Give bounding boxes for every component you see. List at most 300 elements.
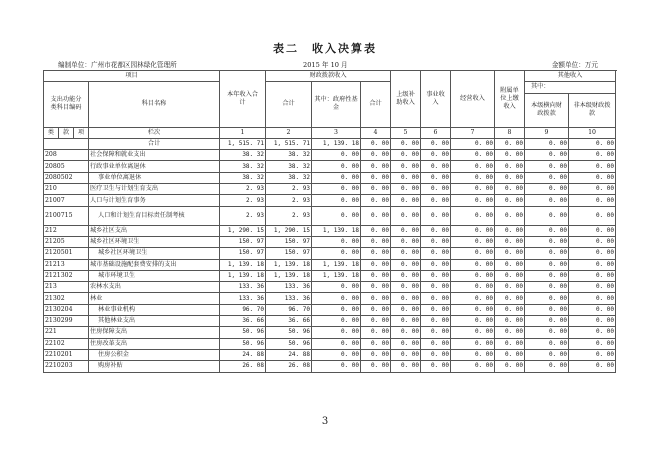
amount-cell: 0. 00 xyxy=(361,195,391,206)
header-annual-total: 本年收入合计 xyxy=(220,71,266,128)
amount-cell: 0. 00 xyxy=(495,225,525,236)
amount-cell: 0. 00 xyxy=(361,361,391,372)
amount-cell: 0. 00 xyxy=(391,248,421,259)
subject-name: 事业单位离退休 xyxy=(89,172,220,183)
subject-name: 住房公积金 xyxy=(89,349,220,360)
amount-cell: 38. 32 xyxy=(220,161,266,172)
amount-cell: 0. 00 xyxy=(569,184,616,195)
total-value: 1, 515. 71 xyxy=(220,138,266,149)
amount-cell: 0. 00 xyxy=(312,338,361,349)
amount-cell: 0. 00 xyxy=(421,282,451,293)
amount-cell: 0. 00 xyxy=(361,327,391,338)
amount-cell: 0. 00 xyxy=(569,270,616,281)
amount-cell: 0. 00 xyxy=(391,195,421,206)
function-code: 21213 xyxy=(44,259,89,270)
subject-name: 城市环境卫生 xyxy=(89,270,220,281)
amount-cell: 0. 00 xyxy=(421,225,451,236)
amount-cell: 0. 00 xyxy=(451,236,495,247)
amount-cell: 0. 00 xyxy=(525,184,569,195)
amount-cell: 0. 00 xyxy=(525,316,569,327)
function-code: 2130299 xyxy=(44,316,89,327)
total-label: 合计 xyxy=(89,138,220,149)
function-code: 22102 xyxy=(44,338,89,349)
amount-cell: 1, 139. 18 xyxy=(266,270,312,281)
amount-cell: 0. 00 xyxy=(361,338,391,349)
amount-cell: 0. 00 xyxy=(391,270,421,281)
function-code: 2210203 xyxy=(44,361,89,372)
amount-cell: 0. 00 xyxy=(451,206,495,225)
amount-cell: 0. 00 xyxy=(495,248,525,259)
amount-cell: 0. 00 xyxy=(569,206,616,225)
amount-cell: 1, 290. 15 xyxy=(220,225,266,236)
amount-cell: 0. 00 xyxy=(391,161,421,172)
amount-cell: 0. 00 xyxy=(361,184,391,195)
col-number: 4 xyxy=(361,127,391,138)
col-number: 6 xyxy=(421,127,451,138)
header-other-total: 合计 xyxy=(361,82,391,127)
amount-cell: 0. 00 xyxy=(569,361,616,372)
amount-cell: 38. 32 xyxy=(220,172,266,183)
amount-cell: 0. 00 xyxy=(421,327,451,338)
amount-cell: 0. 00 xyxy=(421,236,451,247)
amount-cell: 0. 00 xyxy=(495,304,525,315)
amount-cell: 150. 97 xyxy=(266,248,312,259)
subject-name: 城乡社区支出 xyxy=(89,225,220,236)
header-xiang: 项 xyxy=(74,127,89,138)
amount-cell: 0. 00 xyxy=(312,161,361,172)
amount-cell: 0. 00 xyxy=(312,327,361,338)
table-row xyxy=(44,161,616,172)
header-class: 类 xyxy=(44,127,59,138)
col-number: 10 xyxy=(569,127,616,138)
table-row xyxy=(44,316,616,327)
amount-cell: 38. 32 xyxy=(266,172,312,183)
amount-cell: 150. 97 xyxy=(220,236,266,247)
amount-cell: 2. 93 xyxy=(220,195,266,206)
amount-cell: 50. 96 xyxy=(266,338,312,349)
amount-cell: 0. 00 xyxy=(361,206,391,225)
function-code: 208 xyxy=(44,150,89,161)
amount-cell: 0. 00 xyxy=(495,361,525,372)
amount-cell: 0. 00 xyxy=(312,150,361,161)
amount-cell: 36. 66 xyxy=(266,316,312,327)
col-number: 9 xyxy=(525,127,569,138)
total-value: 0. 00 xyxy=(525,138,569,149)
amount-cell: 0. 00 xyxy=(361,349,391,360)
amount-cell: 0. 00 xyxy=(312,293,361,304)
amount-cell: 0. 00 xyxy=(569,338,616,349)
header-column-no: 栏次 xyxy=(89,127,220,138)
amount-cell: 0. 00 xyxy=(495,270,525,281)
amount-cell: 0. 00 xyxy=(451,349,495,360)
amount-cell: 0. 00 xyxy=(495,293,525,304)
amount-cell: 0. 00 xyxy=(451,225,495,236)
table-row xyxy=(44,236,616,247)
amount-cell: 0. 00 xyxy=(569,259,616,270)
amount-cell: 0. 00 xyxy=(312,361,361,372)
amount-cell: 0. 00 xyxy=(421,293,451,304)
amount-cell: 0. 00 xyxy=(361,248,391,259)
subject-name: 行政事业单位离退休 xyxy=(89,161,220,172)
amount-cell: 0. 00 xyxy=(525,248,569,259)
table-row xyxy=(44,349,616,360)
amount-cell: 0. 00 xyxy=(391,225,421,236)
header-attached: 附属单位上缴收入 xyxy=(495,71,525,128)
total-value: 0. 00 xyxy=(495,138,525,149)
header-row-1 xyxy=(44,71,616,82)
amount-cell: 0. 00 xyxy=(495,161,525,172)
amount-cell: 0. 00 xyxy=(421,349,451,360)
header-row-2 xyxy=(44,82,616,93)
col-number: 1 xyxy=(220,127,266,138)
header-among: 其中： xyxy=(525,82,616,93)
header-other: 其他收入 xyxy=(525,71,616,82)
amount-cell: 0. 00 xyxy=(391,338,421,349)
amount-cell: 0. 00 xyxy=(525,338,569,349)
amount-cell: 0. 00 xyxy=(312,172,361,183)
table-row xyxy=(44,248,616,259)
amount-cell: 36. 66 xyxy=(220,316,266,327)
header-gov-fund: 其中：政府性基金 xyxy=(312,82,361,127)
amount-cell: 0. 00 xyxy=(495,282,525,293)
amount-cell: 0. 00 xyxy=(361,236,391,247)
amount-cell: 0. 00 xyxy=(361,304,391,315)
amount-cell: 0. 00 xyxy=(312,206,361,225)
subject-name: 城乡社区环境卫生 xyxy=(89,236,220,247)
amount-cell: 0. 00 xyxy=(451,195,495,206)
amount-cell: 0. 00 xyxy=(421,361,451,372)
table-row xyxy=(44,206,616,225)
amount-cell: 133. 36 xyxy=(220,282,266,293)
function-code: 21205 xyxy=(44,236,89,247)
amount-cell: 0. 00 xyxy=(525,172,569,183)
amount-cell: 0. 00 xyxy=(525,259,569,270)
amount-cell: 0. 00 xyxy=(312,316,361,327)
amount-cell: 26. 08 xyxy=(266,361,312,372)
amount-cell: 0. 00 xyxy=(421,338,451,349)
amount-cell: 0. 00 xyxy=(451,282,495,293)
amount-cell: 0. 00 xyxy=(569,349,616,360)
amount-cell: 1, 139. 18 xyxy=(312,270,361,281)
amount-cell: 0. 00 xyxy=(569,316,616,327)
amount-cell: 0. 00 xyxy=(421,150,451,161)
amount-cell: 0. 00 xyxy=(525,236,569,247)
amount-cell: 0. 00 xyxy=(495,172,525,183)
subject-name: 社会保障和就业支出 xyxy=(89,150,220,161)
header-subject-name: 科目名称 xyxy=(89,82,220,127)
amount-cell: 133. 36 xyxy=(220,293,266,304)
amount-cell: 0. 00 xyxy=(525,361,569,372)
amount-cell: 0. 00 xyxy=(495,206,525,225)
subject-name: 城乡社区环境卫生 xyxy=(89,248,220,259)
header-non-same-level: 非本级财政拨款 xyxy=(569,93,616,127)
amount-cell: 0. 00 xyxy=(361,293,391,304)
subject-name: 林业 xyxy=(89,293,220,304)
amount-cell: 0. 00 xyxy=(421,184,451,195)
amount-cell: 0. 00 xyxy=(312,248,361,259)
header-kuan: 款 xyxy=(59,127,74,138)
amount-cell: 1, 139. 18 xyxy=(312,259,361,270)
amount-cell: 1, 139. 18 xyxy=(220,259,266,270)
amount-cell: 0. 00 xyxy=(569,161,616,172)
subject-name: 其他林业支出 xyxy=(89,316,220,327)
amount-cell: 0. 00 xyxy=(421,259,451,270)
amount-cell: 0. 00 xyxy=(451,259,495,270)
amount-cell: 0. 00 xyxy=(451,184,495,195)
amount-cell: 0. 00 xyxy=(495,184,525,195)
header-func-code: 支出功能分类科目编码 xyxy=(44,82,89,127)
amount-cell: 0. 00 xyxy=(312,195,361,206)
amount-cell: 0. 00 xyxy=(421,172,451,183)
amount-cell: 0. 00 xyxy=(525,304,569,315)
amount-cell: 96. 70 xyxy=(266,304,312,315)
amount-cell: 0. 00 xyxy=(525,282,569,293)
function-code: 2100715 xyxy=(44,206,89,225)
amount-cell: 0. 00 xyxy=(361,282,391,293)
amount-cell: 0. 00 xyxy=(421,304,451,315)
total-row xyxy=(44,138,616,149)
amount-cell: 0. 00 xyxy=(361,150,391,161)
amount-cell: 0. 00 xyxy=(421,195,451,206)
amount-cell: 0. 00 xyxy=(312,349,361,360)
amount-cell: 0. 00 xyxy=(569,293,616,304)
amount-cell: 38. 32 xyxy=(266,150,312,161)
table-subheader xyxy=(58,59,598,69)
amount-cell: 0. 00 xyxy=(391,349,421,360)
function-code: 212 xyxy=(44,225,89,236)
page-number: 3 xyxy=(321,416,329,427)
amount-cell: 0. 00 xyxy=(421,316,451,327)
amount-cell: 0. 00 xyxy=(391,361,421,372)
amount-cell: 0. 00 xyxy=(569,304,616,315)
function-code: 21302 xyxy=(44,293,89,304)
table-row xyxy=(44,338,616,349)
col-number: 7 xyxy=(451,127,495,138)
table-row xyxy=(44,172,616,183)
amount-cell: 0. 00 xyxy=(525,150,569,161)
table-row xyxy=(44,327,616,338)
amount-cell: 24. 88 xyxy=(220,349,266,360)
amount-cell: 0. 00 xyxy=(391,282,421,293)
amount-cell: 0. 00 xyxy=(525,349,569,360)
amount-cell: 0. 00 xyxy=(495,195,525,206)
subject-name: 住房保障支出 xyxy=(89,327,220,338)
amount-cell: 0. 00 xyxy=(569,236,616,247)
function-code: 210 xyxy=(44,184,89,195)
subject-name: 城市基础设施配套费安排的支出 xyxy=(89,259,220,270)
amount-cell: 0. 00 xyxy=(569,225,616,236)
table-row xyxy=(44,293,616,304)
table-row xyxy=(44,361,616,372)
subject-name: 人口和计划生育目标责任制考核 xyxy=(89,206,220,225)
amount-cell: 96. 70 xyxy=(220,304,266,315)
amount-cell: 0. 00 xyxy=(451,161,495,172)
amount-cell: 0. 00 xyxy=(421,270,451,281)
amount-cell: 0. 00 xyxy=(451,304,495,315)
total-value: 0. 00 xyxy=(569,138,616,149)
amount-cell: 2. 93 xyxy=(220,206,266,225)
header-operating: 经营收入 xyxy=(451,71,495,128)
amount-cell: 0. 00 xyxy=(451,338,495,349)
header-same-level: 本级横向财政拨款 xyxy=(525,93,569,127)
col-number: 8 xyxy=(495,127,525,138)
amount-cell: 2. 93 xyxy=(266,206,312,225)
amount-cell: 0. 00 xyxy=(451,172,495,183)
function-code: 2120501 xyxy=(44,248,89,259)
amount-cell: 0. 00 xyxy=(495,150,525,161)
amount-cell: 133. 36 xyxy=(266,293,312,304)
function-code: 213 xyxy=(44,282,89,293)
amount-cell: 0. 00 xyxy=(525,206,569,225)
amount-cell: 50. 96 xyxy=(220,338,266,349)
amount-cell: 0. 00 xyxy=(495,259,525,270)
function-code: 20805 xyxy=(44,161,89,172)
table-row xyxy=(44,282,616,293)
amount-cell: 0. 00 xyxy=(312,184,361,195)
amount-cell: 0. 00 xyxy=(525,270,569,281)
subject-name: 林业事业机构 xyxy=(89,304,220,315)
amount-cell: 0. 00 xyxy=(361,270,391,281)
amount-cell: 0. 00 xyxy=(495,236,525,247)
col-number: 3 xyxy=(312,127,361,138)
amount-cell: 0. 00 xyxy=(391,327,421,338)
amount-cell: 0. 00 xyxy=(421,161,451,172)
subject-name: 农林水支出 xyxy=(89,282,220,293)
total-value: 0. 00 xyxy=(451,138,495,149)
amount-cell: 0. 00 xyxy=(569,172,616,183)
header-project: 项目 xyxy=(44,71,220,82)
header-subsidy: 上级补助收入 xyxy=(391,71,421,128)
table-row xyxy=(44,150,616,161)
amount-cell: 0. 00 xyxy=(312,304,361,315)
amount-cell: 0. 00 xyxy=(495,338,525,349)
amount-cell: 0. 00 xyxy=(391,150,421,161)
subject-name: 住房改革支出 xyxy=(89,338,220,349)
report-date: 2015 年 10 月 xyxy=(303,61,348,69)
total-code-cell xyxy=(44,138,89,149)
amount-cell: 0. 00 xyxy=(391,236,421,247)
table-row xyxy=(44,225,616,236)
amount-cell: 1, 139. 18 xyxy=(220,270,266,281)
amount-cell: 0. 00 xyxy=(361,259,391,270)
header-fiscal-total: 合计 xyxy=(266,82,312,127)
amount-cell: 1, 290. 15 xyxy=(266,225,312,236)
header-business: 事业收入 xyxy=(421,71,451,128)
function-code: 221 xyxy=(44,327,89,338)
amount-cell: 0. 00 xyxy=(391,184,421,195)
amount-cell: 0. 00 xyxy=(495,349,525,360)
amount-cell: 38. 32 xyxy=(220,150,266,161)
amount-cell: 0. 00 xyxy=(451,270,495,281)
function-code: 2210201 xyxy=(44,349,89,360)
amount-cell: 0. 00 xyxy=(525,161,569,172)
total-value: 1, 515. 71 xyxy=(266,138,312,149)
table-row xyxy=(44,195,616,206)
table-title: 表二 收入决算表 xyxy=(273,42,377,55)
amount-cell: 0. 00 xyxy=(451,327,495,338)
amount-cell: 38. 32 xyxy=(266,161,312,172)
amount-cell: 2. 93 xyxy=(220,184,266,195)
subject-name: 购房补贴 xyxy=(89,361,220,372)
amount-cell: 0. 00 xyxy=(451,248,495,259)
amount-cell: 1, 139. 18 xyxy=(312,225,361,236)
table-row xyxy=(44,304,616,315)
amount-cell: 0. 00 xyxy=(391,259,421,270)
amount-cell: 0. 00 xyxy=(569,327,616,338)
header-fiscal: 财政拨款收入 xyxy=(266,71,391,82)
function-code: 2080502 xyxy=(44,172,89,183)
amount-cell: 0. 00 xyxy=(569,195,616,206)
amount-cell: 0. 00 xyxy=(391,293,421,304)
amount-cell: 0. 00 xyxy=(495,327,525,338)
amount-cell: 0. 00 xyxy=(391,206,421,225)
amount-cell: 0. 00 xyxy=(361,316,391,327)
amount-cell: 0. 00 xyxy=(361,172,391,183)
amount-cell: 0. 00 xyxy=(391,316,421,327)
col-number: 2 xyxy=(266,127,312,138)
function-code: 21007 xyxy=(44,195,89,206)
total-value: 0. 00 xyxy=(421,138,451,149)
amount-cell: 0. 00 xyxy=(525,225,569,236)
amount-cell: 150. 97 xyxy=(266,236,312,247)
amount-cell: 0. 00 xyxy=(569,150,616,161)
amount-cell: 0. 00 xyxy=(391,304,421,315)
amount-cell: 0. 00 xyxy=(525,293,569,304)
amount-cell: 50. 96 xyxy=(220,327,266,338)
amount-cell: 0. 00 xyxy=(361,225,391,236)
amount-cell: 0. 00 xyxy=(312,236,361,247)
org-unit-label: 编制单位：广州市花都区园林绿化管理所 xyxy=(58,61,177,69)
amount-cell: 26. 08 xyxy=(220,361,266,372)
amount-cell: 1, 139. 18 xyxy=(266,259,312,270)
amount-cell: 0. 00 xyxy=(525,195,569,206)
amount-cell: 0. 00 xyxy=(421,248,451,259)
header-row-4 xyxy=(44,127,616,138)
subject-name: 人口与计划生育事务 xyxy=(89,195,220,206)
amount-cell: 0. 00 xyxy=(525,327,569,338)
amount-cell: 150. 97 xyxy=(220,248,266,259)
amount-cell: 0. 00 xyxy=(569,282,616,293)
table-row xyxy=(44,270,616,281)
amount-cell: 0. 00 xyxy=(421,206,451,225)
function-code: 2121302 xyxy=(44,270,89,281)
amount-cell: 2. 93 xyxy=(266,184,312,195)
amount-cell: 0. 00 xyxy=(451,316,495,327)
table-body xyxy=(44,138,616,372)
amount-cell: 133. 36 xyxy=(266,282,312,293)
amount-cell: 50. 96 xyxy=(266,327,312,338)
amount-cell: 0. 00 xyxy=(569,248,616,259)
money-unit-label: 金额单位：万元 xyxy=(551,61,598,69)
total-value: 1, 139. 18 xyxy=(312,138,361,149)
amount-cell: 2. 93 xyxy=(266,195,312,206)
amount-cell: 0. 00 xyxy=(451,293,495,304)
table-row xyxy=(44,259,616,270)
amount-cell: 0. 00 xyxy=(391,172,421,183)
income-table xyxy=(43,70,616,373)
amount-cell: 0. 00 xyxy=(451,150,495,161)
amount-cell: 0. 00 xyxy=(312,282,361,293)
table-row xyxy=(44,184,616,195)
col-number: 5 xyxy=(391,127,421,138)
subject-name: 医疗卫生与计划生育支出 xyxy=(89,184,220,195)
total-value: 0. 00 xyxy=(391,138,421,149)
total-value: 0. 00 xyxy=(361,138,391,149)
amount-cell: 0. 00 xyxy=(451,361,495,372)
amount-cell: 24. 88 xyxy=(266,349,312,360)
function-code: 2130204 xyxy=(44,304,89,315)
amount-cell: 0. 00 xyxy=(361,161,391,172)
